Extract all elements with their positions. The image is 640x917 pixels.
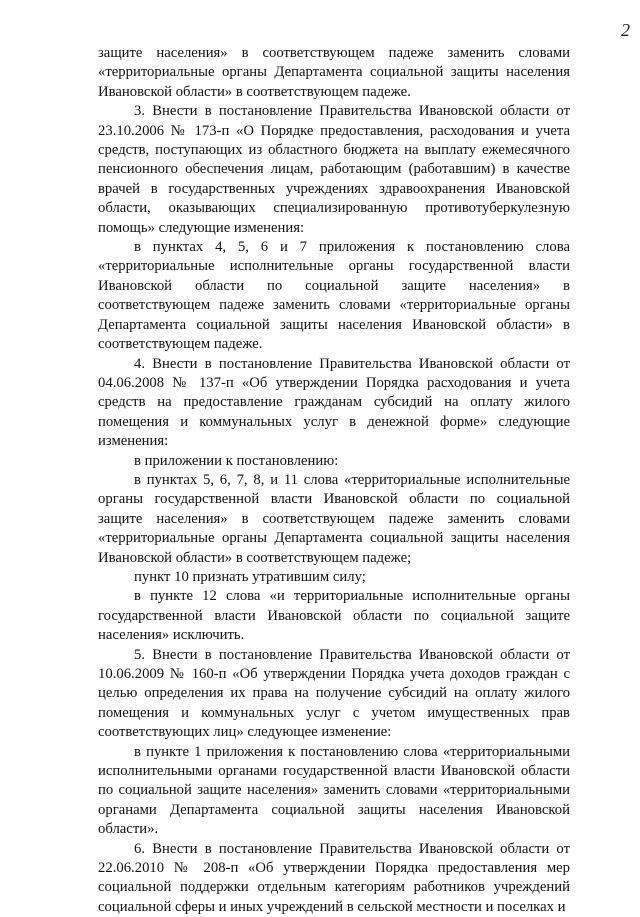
paragraph-item-4-points: в пунктах 5, 6, 7, 8, и 11 слова «территориальные исполнительные органы государственной власти Ивановской области по социальной защите населения» в соответствующем падеже заменить словами «территориальные органы Департамента социальной защиты населения Ивановской области» в соответствующем падеже;	[98, 471, 570, 566]
page-number: 2	[621, 20, 630, 40]
paragraph-item-4-point-12: в пункте 12 слова «и территориальные исполнительные органы государственной власти Ивановской области по социальной защите населения» исключить.	[98, 588, 570, 644]
paragraph-item-6: 6. Внести в постановление Правительства Ивановской области от 22.06.2010 № 208-п «Об утверждении Порядка предоставления мер социальной поддержки отдельным категориям работников учреждений социальной сферы и иных учреждений в сельской местности и поселках и	[98, 840, 570, 915]
paragraph-item-5-change: в пункте 1 приложения к постановлению слова «территориальными исполнительными органами государственной власти Ивановской области по социальной защите населения» заменить словами «территориальными органами Департамента социальной защиты населения Ивановской области».	[98, 743, 570, 838]
paragraph-item-4-annex: в приложении к постановлению:	[134, 452, 339, 469]
paragraph-item-4-point-10: пункт 10 признать утратившим силу;	[134, 568, 366, 585]
paragraph-item-3-change: в пунктах 4, 5, 6 и 7 приложения к постановлению слова «территориальные исполнительные органы государственной власти Ивановской области по социальной защите населения» в соответствующем падеже заменить словами «территориальные органы Департамента социальной защиты населения Ивановской области» в соответствующем падеже.	[98, 239, 570, 353]
document-body	[98, 44, 570, 917]
paragraph-item-4: 4. Внести в постановление Правительства Ивановской области от 04.06.2008 № 137-п «Об утверждении Порядка расходования и учета средств на предоставление гражданам субсидий на оплату жилого помещения и коммунальных услуг в денежной форме» следующие изменения:	[98, 355, 570, 450]
paragraph-item-5: 5. Внести в постановление Правительства Ивановской области от 10.06.2009 № 160-п «Об утверждении Порядка учета доходов граждан с целью определения их права на получение субсидий на оплату жилого помещения и коммунальных услуг с учетом имущественных прав соответствующих лиц» следующее изменение:	[98, 646, 570, 741]
paragraph-continuation: защите населения» в соответствующем падеже заменить словами «территориальные органы Департамента социальной защиты населения Ивановской области» в соответствующем падеже.	[98, 45, 570, 100]
paragraph-item-3: 3. Внести в постановление Правительства Ивановской области от 23.10.2006 № 173-п «О Порядке предоставления, расходования и учета средств, поступающих из областного бюджета на выплату ежемесячного пенсионного обеспечения лицам, работающим (работавшим) в качестве врачей в государственных учреждениях здравоохранения Ивановской области, оказывающих специализированную противотуберкулезную помощь» следующие изменения:	[98, 103, 570, 236]
